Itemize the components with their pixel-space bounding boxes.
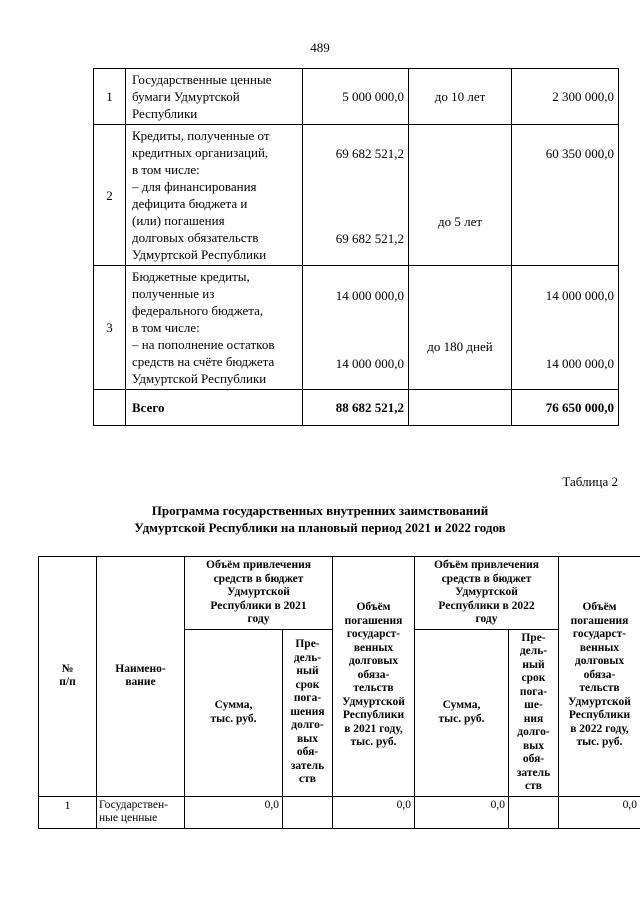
row-number: 2 [94, 125, 126, 266]
row-repay-2022: 0,0 [559, 796, 640, 828]
row-name: Государственные ценные бумаги Удмуртской Республики [126, 69, 303, 125]
row-name: Бюджетные кредиты, полученные из федерального бюджета, в том числе: – на пополнение остатков средств на счёте бюджета Удмуртской Республики [126, 266, 303, 390]
row-amount: 14 000 000,0 14 000 000,0 [303, 266, 409, 390]
table-row [39, 796, 640, 828]
total-term-cell [409, 390, 512, 426]
row-number: 1 [94, 69, 126, 125]
header-repay-2022: Объём погашения государст- венных долговых обяза- тельств Удмуртской Республики в 2022 году, тыс. руб. [559, 557, 640, 797]
row-number: 1 [39, 796, 97, 828]
borrowing-table-2020 [93, 68, 619, 426]
row-term-2021 [283, 796, 333, 828]
header-term-2021: Пре- дель- ный срок пога- шения долго- вых обя- затель ств [283, 629, 333, 796]
row-debt: 14 000 000,0 14 000 000,0 [512, 266, 619, 390]
row-number: 3 [94, 266, 126, 390]
row-repay-2021: 0,0 [333, 796, 415, 828]
row-amount: 5 000 000,0 [303, 69, 409, 125]
row-debt: 60 350 000,0 [512, 125, 619, 266]
total-debt: 76 650 000,0 [512, 390, 619, 426]
row-amount: 69 682 521,2 69 682 521,2 [303, 125, 409, 266]
header-attract-2021: Объём привлечения средств в бюджет Удмуртской Республики в 2021 году [185, 557, 333, 630]
row-term: до 5 лет [409, 125, 512, 266]
header-num: № п/п [39, 557, 97, 797]
borrowing-program-table [38, 556, 640, 829]
row-debt: 2 300 000,0 [512, 69, 619, 125]
row-name: Кредиты, полученные от кредитных организаций, в том числе: – для финансирования дефицита бюджета и (или) погашения долговых обязательств Удмуртской Республики [126, 125, 303, 266]
table-row [94, 125, 619, 266]
total-number-cell [94, 390, 126, 426]
header-name: Наимено- вание [97, 557, 185, 797]
row-sum-2021: 0,0 [185, 796, 283, 828]
page-number: 489 [310, 40, 330, 55]
program-title: Программа государственных внутренних заимствований Удмуртской Республики на плановый период 2021 и 2022 годов [134, 503, 506, 535]
total-label: Всего [126, 390, 303, 426]
table-label: Таблица 2 [562, 474, 618, 489]
row-name: Государствен- ные ценные [97, 796, 185, 828]
total-row [94, 390, 619, 426]
row-sum-2022: 0,0 [415, 796, 509, 828]
header-term-2022: Пре- дель- ный срок пога- ше- ния долго- вых обя- затель ств [509, 629, 559, 796]
header-attract-2022: Объём привлечения средств в бюджет Удмуртской Республики в 2022 году [415, 557, 559, 630]
header-sum-2022: Сумма, тыс. руб. [415, 629, 509, 796]
table-row [94, 69, 619, 125]
header-repay-2021: Объём погашения государст- венных долговых обяза- тельств Удмуртской Республики в 2021 году, тыс. руб. [333, 557, 415, 797]
row-term: до 10 лет [409, 69, 512, 125]
row-term-2022 [509, 796, 559, 828]
table-row [94, 266, 619, 390]
row-term: до 180 дней [409, 266, 512, 390]
total-amount: 88 682 521,2 [303, 390, 409, 426]
header-row [39, 557, 640, 630]
header-sum-2021: Сумма, тыс. руб. [185, 629, 283, 796]
